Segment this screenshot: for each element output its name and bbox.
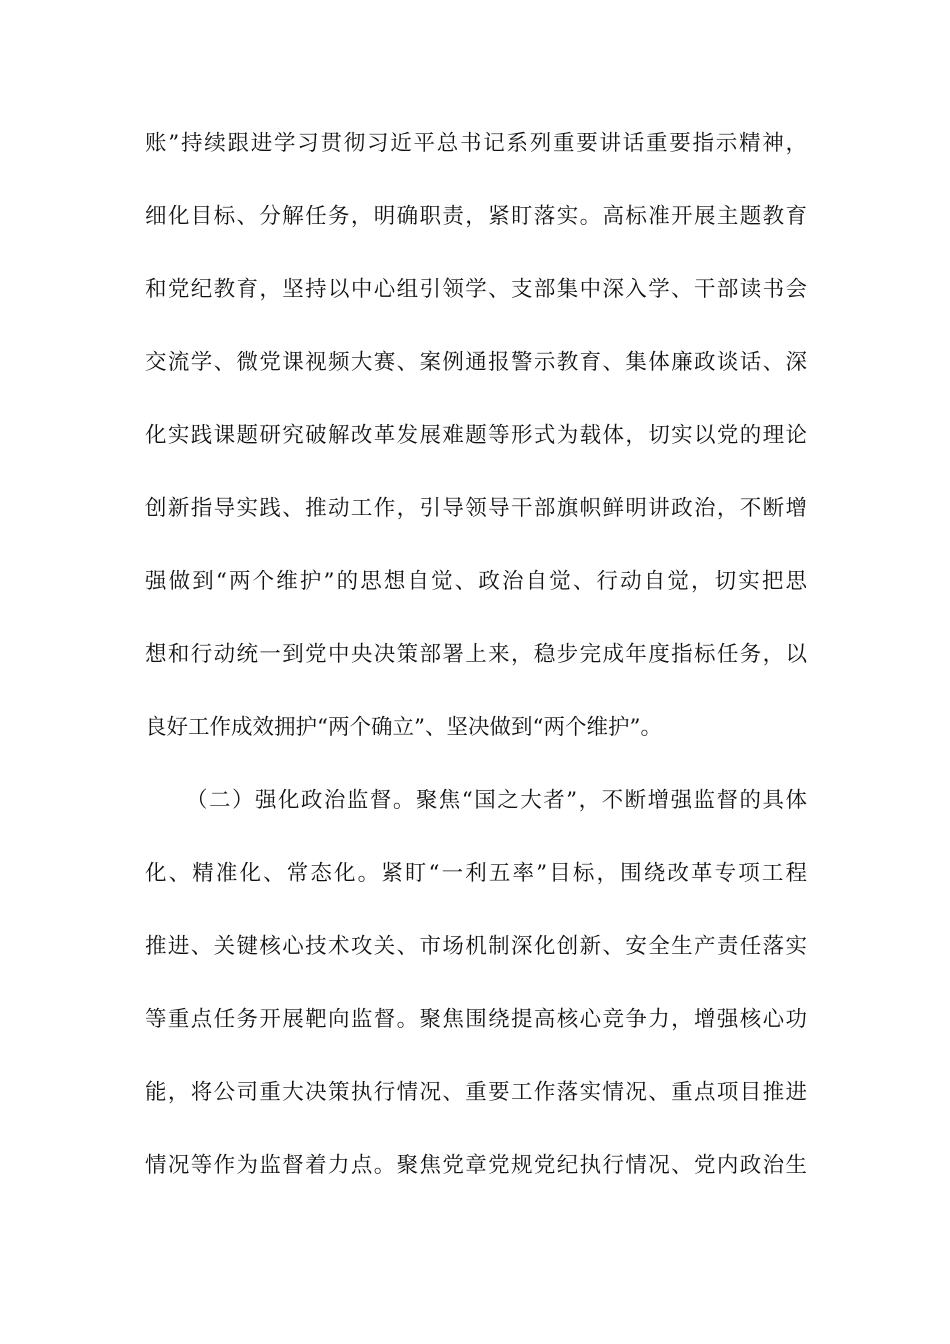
text-line: 推进、关键核心技术攻关、市场机制深化创新、安全生产责任落实 bbox=[145, 934, 807, 959]
text-line: 化实践课题研究破解改革发展难题等形式为载体，切实以党的理论 bbox=[145, 423, 807, 448]
text-line: 账”持续跟进学习贯彻习近平总书记系列重要讲话重要指示精神， bbox=[145, 131, 807, 156]
text-line: 创新指导实践、推动工作，引导领导干部旗帜鲜明讲政治，不断增 bbox=[145, 496, 807, 521]
paragraph-end-line: 良好工作成效拥护“两个确立”、坚决做到“两个维护”。 bbox=[145, 715, 662, 740]
text-line: 细化目标、分解任务，明确职责，紧盯落实。高标准开展主题教育 bbox=[145, 204, 807, 229]
text-line: 想和行动统一到党中央决策部署上来，稳步完成年度指标任务，以 bbox=[145, 642, 807, 667]
text-line: 能，将公司重大决策执行情况、重要工作落实情况、重点项目推进 bbox=[145, 1080, 807, 1105]
text-line: 化、精准化、常态化。紧盯“一利五率”目标，围绕改革专项工程 bbox=[145, 861, 807, 886]
text-line: 和党纪教育，坚持以中心组引领学、支部集中深入学、干部读书会 bbox=[145, 277, 807, 302]
text-line: 交流学、微党课视频大赛、案例通报警示教育、集体廉政谈话、深 bbox=[145, 350, 807, 375]
text-line: 强做到“两个维护”的思想自觉、政治自觉、行动自觉，切实把思 bbox=[145, 569, 807, 594]
section-heading-line: （二）强化政治监督。聚焦“国之大者”，不断增强监督的具体 bbox=[186, 788, 807, 813]
text-line: 情况等作为监督着力点。聚焦党章党规党纪执行情况、党内政治生 bbox=[145, 1153, 807, 1178]
text-line: 等重点任务开展靶向监督。聚焦围绕提高核心竞争力，增强核心功 bbox=[145, 1007, 807, 1032]
